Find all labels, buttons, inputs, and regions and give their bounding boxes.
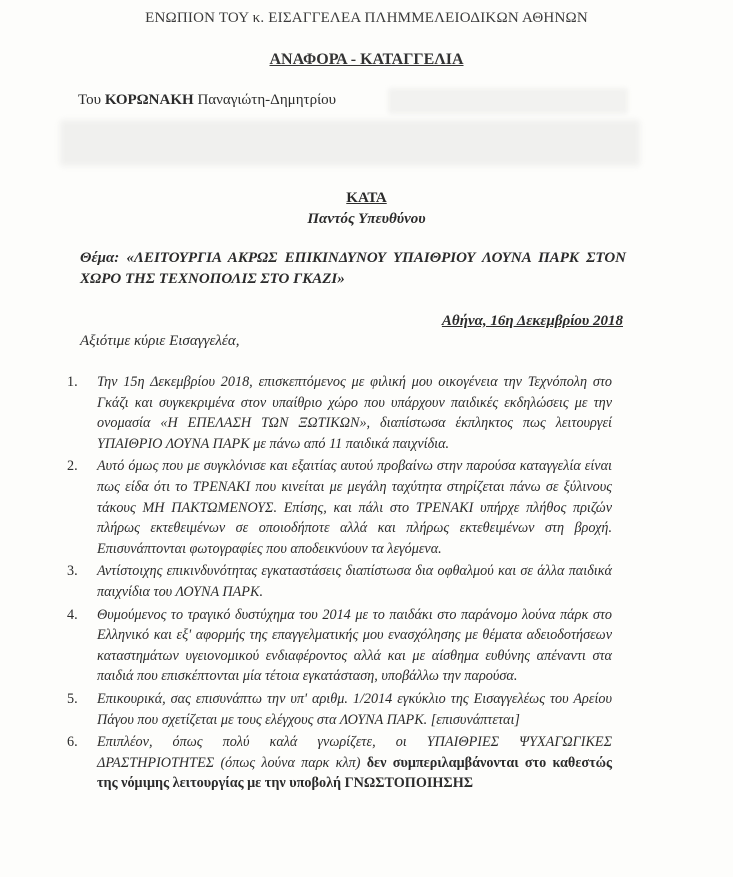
addressee-heading: ΕΝΩΠΙΟΝ ΤΟΥ κ. ΕΙΣΑΓΓΕΛΕΑ ΠΛΗΜΜΕΛΕΙΟΔΙΚΩΝ ΑΘΗΝΩΝ bbox=[145, 10, 588, 26]
item-number: 4. bbox=[67, 606, 78, 623]
item-number: 3. bbox=[67, 563, 78, 580]
subject-text: «ΛΕΙΤΟΥΡΓΙΑ ΑΚΡΩΣ ΕΠΙΚΙΝΔΥΝΟΥ ΥΠΑΙΘΡΙΟΥ ΛΟΥΝΑ ΠΑΡΚ ΣΤΟΝ ΧΩΡΟ ΤΗΣ ΤΕΧΝΟΠΟΛΙΣ ΣΤΟ ΓΚΑΖΙ» bbox=[80, 250, 626, 287]
against-party: Παντός Υπευθύνου bbox=[307, 211, 426, 227]
item-text: Θυμούμενος το τραγικό δυστύχημα του 2014 με το παιδάκι στο παράνομο λούνα πάρκ στο Ελληνικό και εξ' αφορμής της επαγγελματικής μου ενασχόλησης με θέματα αδειοδοτήσεων καταστημάτων υγειονομικού ενδιαφέροντος αλλά και με αίσθημα ευθύνης απέναντι στα παιδιά που επισκέπτονται μία τέτοια εγκατάσταση, υποβάλλω την παρούσα. bbox=[97, 606, 612, 685]
item-text: Επικουρικά, σας επισυνάπτω την υπ' αριθμ. 1/2014 εγκύκλιο της Εισαγγελέως του Αρείου Πάγου που σχετίζεται με τους ελέγχους στα ΛΟΥΝΑ ΠΑΡΚ. [επισυνάπτεται] bbox=[97, 690, 612, 728]
item-emphasis: δεν συμπεριλαμβάνονται στο καθεστώς της νόμιμης λειτουργίας με την υποβολή ΓΝΩΣΤΟΠΟΙΗΣΗΣ bbox=[97, 754, 612, 792]
item-number: 1. bbox=[67, 374, 78, 390]
list-item bbox=[0, 732, 612, 794]
subject-label: Θέμα: bbox=[80, 250, 120, 266]
complaint-items bbox=[0, 372, 733, 796]
complainant-prefix: Του bbox=[78, 92, 102, 108]
item-text: Αυτό όμως που με συγκλόνισε και εξαιτίας αυτού προβαίνω στην παρούσα καταγγελία είναι πως είδα ότι το ΤΡΕΝΑΚΙ που κινείται με μεγάλη ταχύτητα στηρίζεται πάνω σε ξύλινους τάκους ΜΗ ΠΑΚΤΩΜΕΝΟΥΣ. Επίσης, και πάλι στο ΤΡΕΝΑΚΙ υπήρχε πλήθος πριζών πλήρως εκτεθειμένων σε οποιοδήποτε αλλά και πλήρως εκτεθειμένων στη βροχή. Επισυνάπτονται φωτογραφίες που αποδεικνύουν τα λεγόμενα. bbox=[97, 458, 612, 557]
item-text: Επιπλέον, όπως πολύ καλά γνωρίζετε, οι ΥΠΑΙΘΡΙΕΣ ΨΥΧΑΓΩΓΙΚΕΣ ΔΡΑΣΤΗΡΙΟΤΗΤΕΣ (όπως λούνα παρκ κλπ) bbox=[97, 734, 612, 771]
item-number: 6. bbox=[67, 734, 78, 751]
list-item bbox=[0, 561, 612, 602]
complainant-surname: ΚΟΡΩΝΑΚΗ bbox=[104, 92, 194, 108]
against-heading: ΚΑΤΑ bbox=[346, 190, 387, 206]
document-date: Αθήνα, 16η Δεκεμβρίου 2018 bbox=[441, 313, 623, 329]
list-item bbox=[0, 689, 612, 730]
item-text: Αντίστοιχης επικινδυνότητας εγκαταστάσεις διαπίστωσα δια οφθαλμού και σε άλλα παιδικά παιχνίδια του ΛΟΥΝΑ ΠΑΡΚ. bbox=[97, 563, 612, 600]
list-item bbox=[0, 372, 612, 454]
item-text: Την 15η Δεκεμβρίου 2018, επισκεπτόμενος με φιλική μου οικογένεια την Τεχνόπολη στο Γκάζι και συγκεκριμένα στον υπαίθριο χώρο που υπάρχουν παιδικές εκδηλώσεις με την ονομασία «Η ΕΠΕΛΑΣΗ ΤΩΝ ΞΩΤΙΚΩΝ», διαπίστωσα έκπληκτος πως λειτουργεί ΥΠΑΙΘΡΙΟ ΛΟΥΝΑ ΠΑΡΚ με πάνω από 11 παιδικά παιχνίδια. bbox=[97, 374, 612, 452]
list-item bbox=[0, 456, 612, 559]
complainant-given-name: Παναγιώτη-Δημητρίου bbox=[197, 92, 337, 108]
document-type-title: ΑΝΑΦΟΡΑ - ΚΑΤΑΓΓΕΛΙΑ bbox=[269, 51, 464, 68]
item-number: 5. bbox=[67, 690, 78, 707]
complainant-line bbox=[78, 92, 336, 109]
subject-line bbox=[80, 248, 626, 290]
redacted-block bbox=[388, 88, 628, 114]
salutation: Αξιότιμε κύριε Εισαγγελέα, bbox=[80, 333, 240, 349]
list-item bbox=[0, 605, 612, 687]
redacted-block bbox=[60, 120, 640, 166]
item-number: 2. bbox=[67, 458, 78, 475]
